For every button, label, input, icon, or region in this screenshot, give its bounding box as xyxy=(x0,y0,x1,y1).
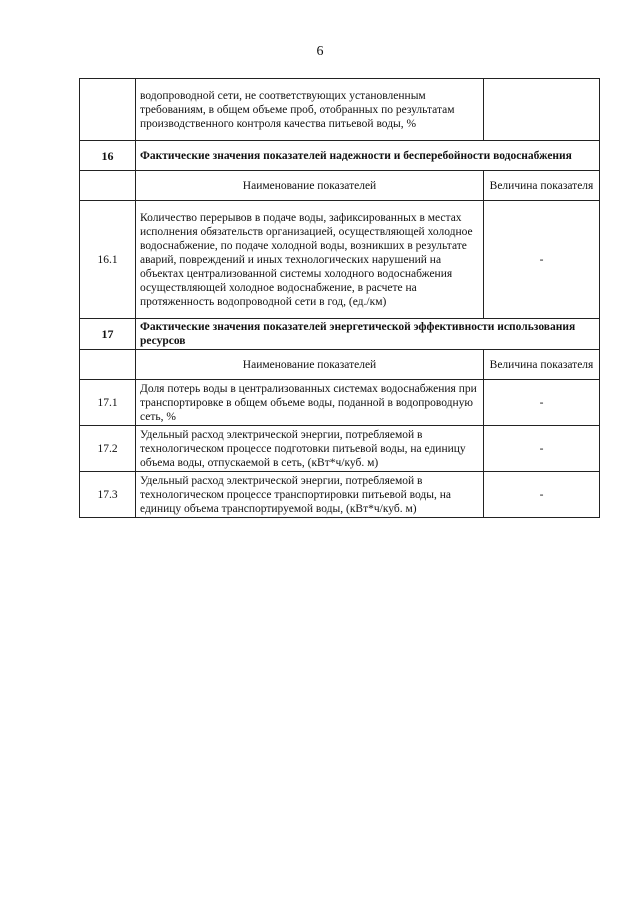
column-header-value: Величина показателя xyxy=(484,350,600,380)
row-description: Количество перерывов в подаче воды, зафиксированных в местах исполнения обязательств организацией, осуществляющей холодное водоснабжение, по подаче холодной воды, возникших в результате аварий, повреждений и иных технологических нарушений на объектах централизованной системы холодного водоснабжения осуществляющей холодное водоснабжение, в расчете на протяженность водопроводной сети в год, (ед./км) xyxy=(136,201,484,319)
section-number: 17 xyxy=(80,319,136,350)
row-value: - xyxy=(484,426,600,472)
table-row xyxy=(80,472,600,518)
row-description: водопроводной сети, не соответствующих установленным требованиям, в общем объеме проб, отобранных по результатам производственного контроля качества питьевой воды, % xyxy=(136,79,484,141)
section-title: Фактические значения показателей надежности и бесперебойности водоснабжения xyxy=(136,141,600,171)
table-row xyxy=(80,79,600,141)
row-number: 16.1 xyxy=(80,201,136,319)
section-number: 16 xyxy=(80,141,136,171)
section-header-row xyxy=(80,141,600,171)
row-description: Удельный расход электрической энергии, потребляемой в технологическом процессе подготовки питьевой воды, на единицу объема воды, отпускаемой в сеть, (кВт*ч/куб. м) xyxy=(136,426,484,472)
page-number: 6 xyxy=(316,44,324,59)
table-row xyxy=(80,426,600,472)
column-header-name: Наименование показателей xyxy=(136,171,484,201)
empty-header-cell xyxy=(80,350,136,380)
section-title: Фактические значения показателей энергетической эффективности использования ресурсов xyxy=(136,319,600,350)
row-number: 17.1 xyxy=(80,380,136,426)
column-header-value: Величина показателя xyxy=(484,171,600,201)
row-value: - xyxy=(484,201,600,319)
column-header-row xyxy=(80,350,600,380)
column-header-name: Наименование показателей xyxy=(136,350,484,380)
table-row xyxy=(80,201,600,319)
empty-header-cell xyxy=(80,171,136,201)
row-description: Доля потерь воды в централизованных системах водоснабжения при транспортировке в общем объеме воды, поданной в водопроводную сеть, % xyxy=(136,380,484,426)
row-value xyxy=(484,79,600,141)
row-number: 17.2 xyxy=(80,426,136,472)
row-value: - xyxy=(484,472,600,518)
indicators-table xyxy=(79,78,600,518)
row-value: - xyxy=(484,380,600,426)
row-number: 17.3 xyxy=(80,472,136,518)
section-header-row xyxy=(80,319,600,350)
table-row xyxy=(80,380,600,426)
column-header-row xyxy=(80,171,600,201)
row-description: Удельный расход электрической энергии, потребляемой в технологическом процессе транспортировки питьевой воды, на единицу объема транспортируемой воды, (кВт*ч/куб. м) xyxy=(136,472,484,518)
row-number-cell xyxy=(80,79,136,141)
